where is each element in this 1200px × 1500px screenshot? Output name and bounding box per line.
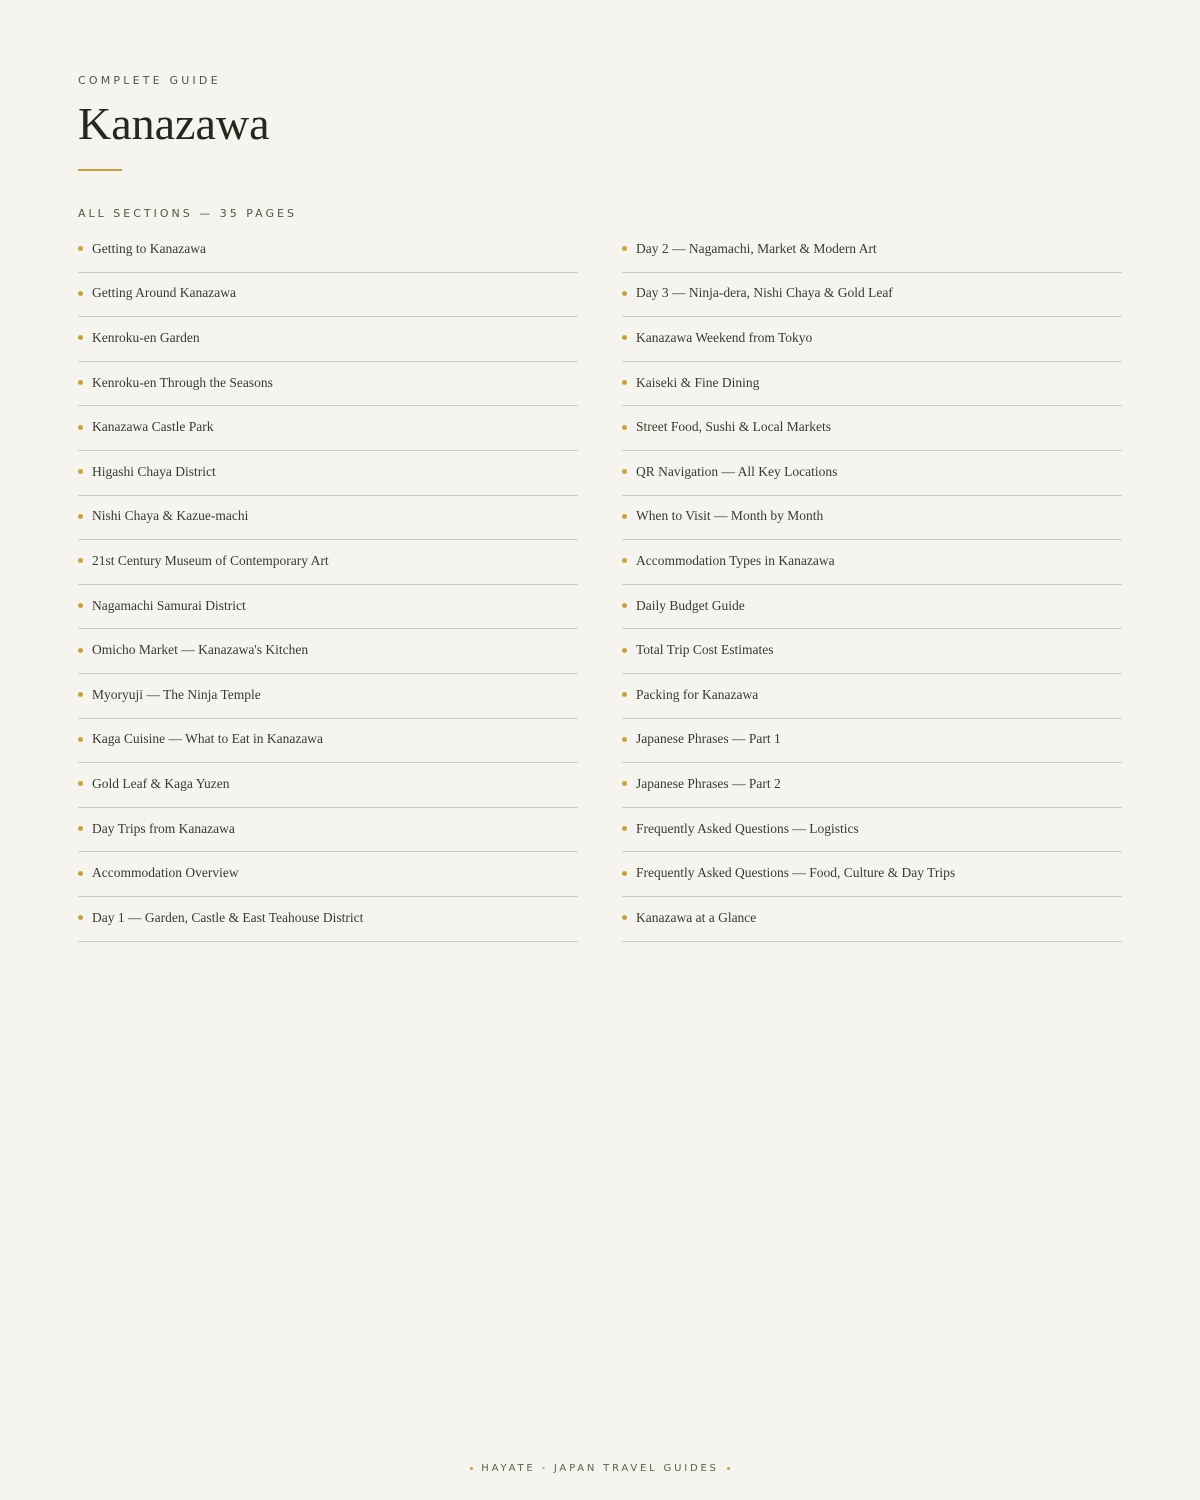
bullet-dot-icon — [78, 915, 83, 920]
bullet-dot-icon — [622, 737, 627, 742]
toc-item[interactable] — [622, 362, 1122, 407]
toc-item[interactable] — [622, 585, 1122, 630]
toc-item[interactable] — [78, 674, 578, 719]
toc-item-label: Higashi Chaya District — [92, 463, 216, 479]
toc-item-label: Daily Budget Guide — [636, 597, 745, 613]
bullet-dot-icon — [78, 291, 83, 296]
toc-item[interactable] — [78, 763, 578, 808]
toc-item[interactable] — [78, 451, 578, 496]
toc-item-label: QR Navigation — All Key Locations — [636, 463, 838, 479]
toc-item-label: Kaga Cuisine — What to Eat in Kanazawa — [92, 731, 324, 747]
toc-item-label: Accommodation Types in Kanazawa — [636, 552, 835, 568]
bullet-dot-icon — [622, 291, 627, 296]
footer-dot-icon — [727, 1467, 730, 1470]
toc-item[interactable] — [622, 763, 1122, 808]
toc-item-label: Day 1 — Garden, Castle & East Teahouse District — [92, 909, 364, 925]
bullet-dot-icon — [622, 469, 627, 474]
toc-item-label: Japanese Phrases — Part 2 — [636, 775, 781, 791]
toc-item[interactable] — [622, 897, 1122, 942]
toc-item[interactable] — [78, 719, 578, 764]
bullet-dot-icon — [622, 871, 627, 876]
eyebrow-label: COMPLETE GUIDE — [78, 74, 221, 87]
bullet-dot-icon — [78, 648, 83, 653]
bullet-dot-icon — [622, 648, 627, 653]
bullet-dot-icon — [622, 246, 627, 251]
bullet-dot-icon — [78, 737, 83, 742]
toc-item[interactable] — [78, 585, 578, 630]
toc-item-label: Day 2 — Nagamachi, Market & Modern Art — [636, 240, 877, 256]
page-title: Kanazawa — [78, 98, 270, 149]
bullet-dot-icon — [622, 335, 627, 340]
toc-item[interactable] — [622, 852, 1122, 897]
bullet-dot-icon — [622, 380, 627, 385]
toc-item-label: Kenroku-en Garden — [92, 329, 200, 345]
toc-item[interactable] — [78, 897, 578, 942]
toc-item-label: Gold Leaf & Kaga Yuzen — [92, 775, 230, 791]
toc-item-label: Frequently Asked Questions — Food, Culture & Day Trips — [636, 865, 956, 881]
toc-item[interactable] — [78, 496, 578, 541]
toc-item[interactable] — [622, 406, 1122, 451]
bullet-dot-icon — [622, 558, 627, 563]
toc-item[interactable] — [78, 852, 578, 897]
toc-item-label: Getting Around Kanazawa — [92, 285, 236, 301]
toc-item-label: Nagamachi Samurai District — [92, 597, 246, 613]
toc-item[interactable] — [78, 317, 578, 362]
bullet-dot-icon — [78, 871, 83, 876]
toc-item-label: Kanazawa Castle Park — [92, 419, 214, 435]
bullet-dot-icon — [622, 514, 627, 519]
bullet-dot-icon — [622, 826, 627, 831]
toc-item-label: Frequently Asked Questions — Logistics — [636, 820, 859, 836]
toc-item-label: Accommodation Overview — [92, 865, 239, 881]
toc-item[interactable] — [78, 362, 578, 407]
bullet-dot-icon — [78, 246, 83, 251]
toc-item[interactable] — [622, 451, 1122, 496]
bullet-dot-icon — [78, 781, 83, 786]
toc-item-label: Kanazawa Weekend from Tokyo — [636, 329, 813, 345]
bullet-dot-icon — [78, 469, 83, 474]
toc-item-label: Total Trip Cost Estimates — [636, 642, 774, 658]
toc-item[interactable] — [78, 629, 578, 674]
toc-item-label: Packing for Kanazawa — [636, 686, 759, 702]
toc-item[interactable] — [78, 273, 578, 318]
toc-item-label: 21st Century Museum of Contemporary Art — [92, 552, 329, 568]
toc-item[interactable] — [78, 540, 578, 585]
toc-item[interactable] — [78, 808, 578, 853]
toc-item[interactable] — [78, 406, 578, 451]
toc-item[interactable] — [622, 674, 1122, 719]
toc-item[interactable] — [78, 228, 578, 273]
toc-item-label: Getting to Kanazawa — [92, 240, 206, 256]
bullet-dot-icon — [78, 692, 83, 697]
bullet-dot-icon — [622, 425, 627, 430]
bullet-dot-icon — [622, 915, 627, 920]
toc-item-label: Day Trips from Kanazawa — [92, 820, 235, 836]
toc-item-label: Kanazawa at a Glance — [636, 909, 757, 925]
toc-item-label: Day 3 — Ninja-dera, Nishi Chaya & Gold Leaf — [636, 285, 893, 301]
toc-item[interactable] — [622, 496, 1122, 541]
bullet-dot-icon — [78, 380, 83, 385]
toc-item-label: When to Visit — Month by Month — [636, 508, 824, 524]
bullet-dot-icon — [622, 781, 627, 786]
bullet-dot-icon — [622, 692, 627, 697]
bullet-dot-icon — [78, 425, 83, 430]
toc-item[interactable] — [622, 273, 1122, 318]
toc-item-label: Kenroku-en Through the Seasons — [92, 374, 273, 390]
toc-item[interactable] — [622, 540, 1122, 585]
bullet-dot-icon — [78, 826, 83, 831]
toc-item[interactable] — [622, 629, 1122, 674]
bullet-dot-icon — [622, 603, 627, 608]
toc-item[interactable] — [622, 317, 1122, 362]
footer — [0, 1463, 1200, 1474]
footer-dot-icon — [470, 1467, 473, 1470]
toc-column-left — [78, 228, 578, 942]
toc-item-label: Myoryuji — The Ninja Temple — [92, 686, 261, 702]
toc-item[interactable] — [622, 719, 1122, 764]
bullet-dot-icon — [78, 335, 83, 340]
sections-count-label: ALL SECTIONS — 35 PAGES — [78, 207, 297, 220]
toc-item-label: Omicho Market — Kanazawa's Kitchen — [92, 642, 309, 658]
bullet-dot-icon — [78, 603, 83, 608]
toc-item-label: Nishi Chaya & Kazue-machi — [92, 508, 249, 524]
toc-item[interactable] — [622, 808, 1122, 853]
toc-item[interactable] — [622, 228, 1122, 273]
toc-column-right — [622, 228, 1122, 942]
bullet-dot-icon — [78, 558, 83, 563]
toc-item-label: Japanese Phrases — Part 1 — [636, 731, 781, 747]
toc-item-label: Kaiseki & Fine Dining — [636, 374, 760, 390]
toc-item-label: Street Food, Sushi & Local Markets — [636, 419, 831, 435]
title-underline — [78, 169, 122, 171]
footer-text: HAYATE - JAPAN TRAVEL GUIDES — [481, 1463, 719, 1474]
bullet-dot-icon — [78, 514, 83, 519]
